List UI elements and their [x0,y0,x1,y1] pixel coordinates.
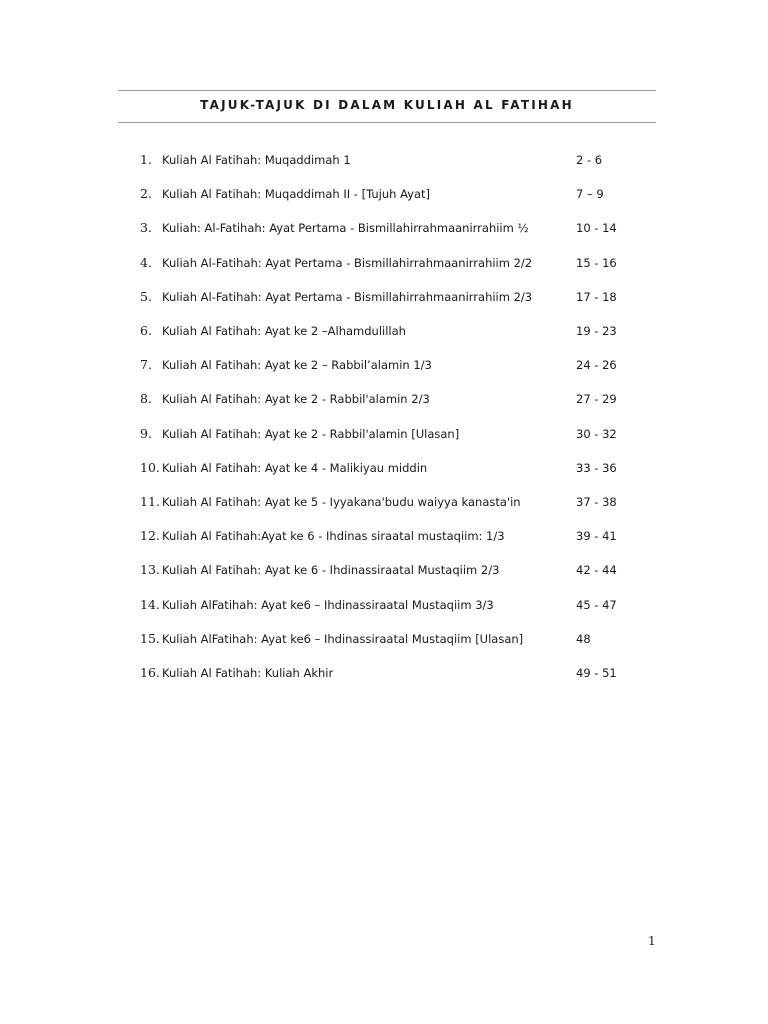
toc-entry-number: 9. [140,425,152,441]
page-number: 1 [648,934,656,948]
toc-entry-title: Kuliah Al-Fatihah: Ayat Pertama - Bismillahirrahmaanirrahiim 2/3 [162,289,533,304]
toc-entry-number: 4. [140,254,152,270]
toc-entry [0,287,768,307]
toc-entry-pages: 45 - 47 [576,597,617,612]
toc-entry-pages: 27 - 29 [576,392,617,407]
toc-entry-title: Kuliah AlFatihah: Ayat ke6 – Ihdinassiraatal Mustaqiim 3/3 [162,597,494,612]
toc-entry [0,560,768,580]
toc-entry-pages: 30 - 32 [576,426,617,441]
toc-entry-number: 7. [140,357,152,373]
toc-entry-pages: 48 [576,631,591,646]
toc-entry-number: 3. [140,220,152,236]
toc-entry-title: Kuliah Al Fatihah: Ayat ke 2 – Rabbil’alamin 1/3 [162,358,432,373]
toc-entry [0,355,768,375]
toc-entry-number: 11. [140,494,160,509]
toc-entry-number: 15. [140,630,160,646]
toc-entry [0,253,768,273]
toc-entry-title: Kuliah Al Fatihah: Ayat ke 2 –Alhamdulillah [162,324,406,338]
toc-entry-pages: 39 - 41 [576,529,617,544]
toc-entry-number: 1. [140,152,152,167]
toc-entry-pages: 42 - 44 [576,563,617,578]
toc-entry [0,150,768,170]
toc-entry-title: Kuliah Al Fatihah: Muqaddimah 1 [162,153,351,167]
toc-entry-number: 12. [140,528,160,544]
toc-entry-pages: 2 - 6 [576,153,603,167]
toc-entry-title: Kuliah Al Fatihah: Ayat ke 5 - Iyyakana'budu waiyya kanasta'in [162,495,521,509]
toc-entry-title: Kuliah: Al-Fatihah: Ayat Pertama - Bismillahirrahmaanirrahiim ½ [162,221,529,236]
toc-entry-title: Kuliah Al Fatihah: Ayat ke 2 - Rabbil'alamin 2/3 [162,392,430,407]
toc-entry-pages: 15 - 16 [576,255,617,270]
toc-entry-pages: 24 - 26 [576,358,617,373]
toc-entry-title: Kuliah AlFatihah: Ayat ke6 – Ihdinassiraatal Mustaqiim [Ulasan] [162,631,524,646]
toc-entry [0,629,768,649]
toc-entry-pages: 19 - 23 [576,324,617,338]
toc-entry-title: Kuliah Al Fatihah:Ayat ke 6 - Ihdinas siraatal mustaqiim: 1/3 [162,529,505,544]
toc-entry [0,218,768,238]
toc-entry [0,458,768,478]
toc-entry-pages: 7 – 9 [576,187,604,202]
toc-entry [0,526,768,546]
toc-entry-pages: 10 - 14 [576,221,617,236]
toc-entry-number: 10. [140,459,160,475]
toc-entry-title: Kuliah Al Fatihah: Muqaddimah II - [Tujuh Ayat] [162,187,431,202]
toc-entry [0,184,768,204]
toc-entry [0,424,768,444]
toc-entry-title: Kuliah Al Fatihah: Kuliah Akhir [162,666,334,680]
toc-entry-number: 6. [140,323,152,338]
toc-entry-number: 14. [140,596,160,612]
toc-entry-pages: 37 - 38 [576,495,617,509]
title-top-rule [118,90,656,91]
toc-entry-number: 8. [140,391,152,407]
toc-entry-number: 2. [140,186,152,202]
toc-entry-title: Kuliah Al Fatihah: Ayat ke 2 - Rabbil'alamin [Ulasan] [162,426,460,441]
toc-entry [0,663,768,683]
toc-entry-title: Kuliah Al Fatihah: Ayat ke 4 - Malikiyau middin [162,460,428,475]
toc-entry-number: 13. [140,562,160,578]
title-bottom-rule [118,122,656,123]
document-title: TAJUK-TAJUK DI DALAM KULIAH AL FATIHAH [200,98,574,112]
toc-entry-number: 5. [140,288,152,304]
toc-entry-number: 16. [140,665,160,680]
toc-entry [0,389,768,409]
toc-entry-title: Kuliah Al Fatihah: Ayat ke 6 - Ihdinassiraatal Mustaqiim 2/3 [162,563,500,578]
toc-entry-title: Kuliah Al-Fatihah: Ayat Pertama - Bismillahirrahmaanirrahiim 2/2 [162,255,533,270]
toc-entry-pages: 49 - 51 [576,666,617,680]
toc-entry-pages: 33 - 36 [576,460,617,475]
toc-entry [0,321,768,341]
toc-entry-pages: 17 - 18 [576,289,617,304]
toc-entry [0,492,768,512]
toc-entry [0,595,768,615]
